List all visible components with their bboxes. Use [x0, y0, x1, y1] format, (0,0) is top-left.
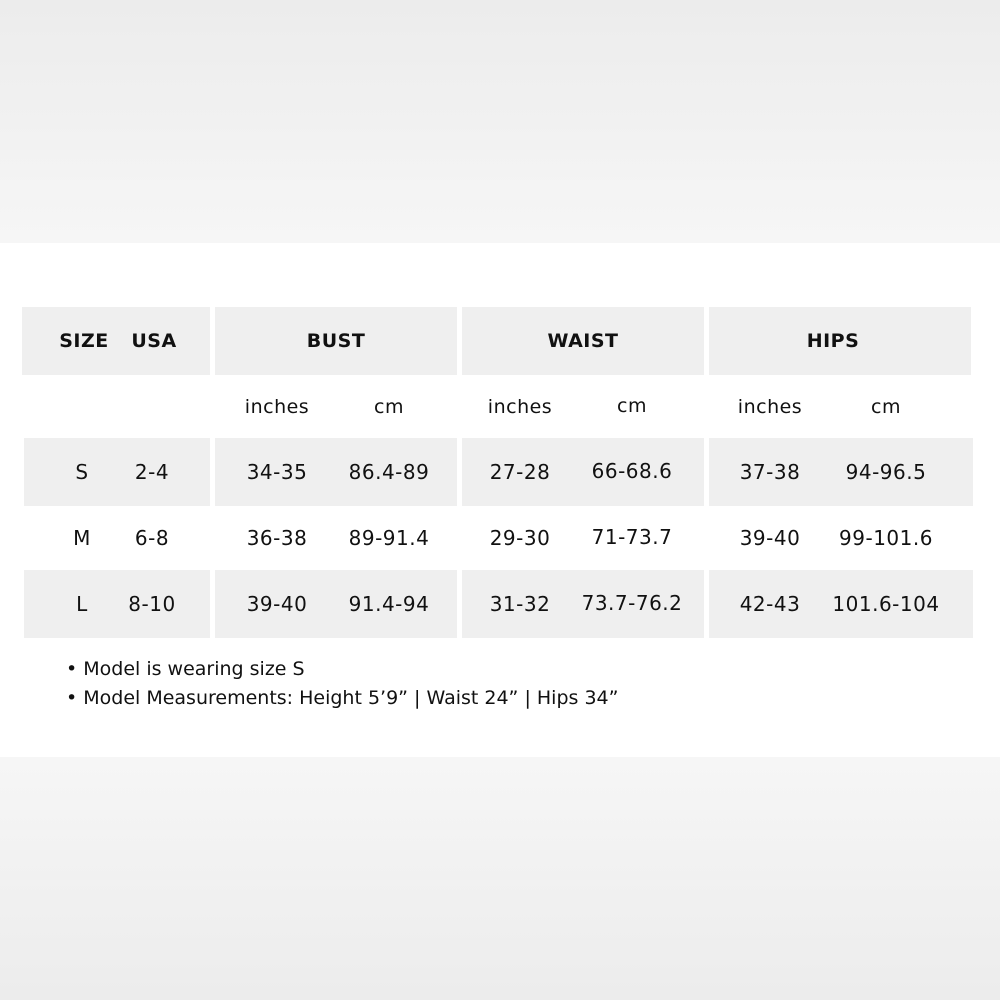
row-m-hips-cm: 99-101.6: [839, 526, 933, 550]
row-l-hips-inches: 42-43: [739, 592, 801, 616]
unit-bust-inches: inches: [244, 396, 310, 418]
row-m-usa: 6-8: [134, 526, 170, 550]
row-s-size: S: [75, 460, 89, 484]
header-waist: WAIST: [547, 330, 619, 352]
row-s-hips-inches: 37-38: [739, 460, 801, 484]
row-m-waist-inches: 29-30: [489, 526, 551, 550]
background-bottom: [0, 757, 1000, 1000]
row-s-waist-cm: 66-68.6: [591, 459, 673, 483]
row-l-waist-inches: 31-32: [489, 592, 551, 616]
row-m-waist-cm: 71-73.7: [591, 525, 673, 549]
header-size: SIZE: [59, 330, 109, 352]
row-s-hips-cm: 94-96.5: [845, 460, 927, 484]
row-l-size: L: [76, 592, 88, 616]
row-m-size: M: [73, 526, 91, 550]
note-model-measurements: • Model Measurements: Height 5’9” | Waist 24” | Hips 34”: [66, 687, 619, 709]
row-s-bust-cm: 86.4-89: [348, 460, 430, 484]
row-m-hips-inches: 39-40: [739, 526, 801, 550]
row-l-hips-cm: 101.6-104: [832, 592, 940, 616]
row-l-bust-inches: 39-40: [246, 592, 308, 616]
unit-waist-inches: inches: [487, 396, 553, 418]
unit-hips-cm: cm: [871, 396, 901, 418]
row-l-waist-cm: 73.7-76.2: [581, 591, 683, 615]
row-s-waist-inches: 27-28: [489, 460, 551, 484]
header-hips: HIPS: [806, 330, 860, 352]
row-m-bust-inches: 36-38: [246, 526, 308, 550]
row-s-usa: 2-4: [134, 460, 170, 484]
unit-waist-cm: cm: [617, 395, 647, 417]
row-m-bust-cm: 89-91.4: [348, 526, 430, 550]
model-notes: [66, 655, 618, 713]
unit-hips-inches: inches: [737, 396, 803, 418]
background-top: [0, 0, 1000, 243]
header-usa: USA: [131, 330, 177, 352]
unit-bust-cm: cm: [374, 396, 404, 418]
note-model-size: • Model is wearing size S: [66, 658, 305, 680]
row-l-usa: 8-10: [128, 592, 176, 616]
row-s-bust-inches: 34-35: [246, 460, 308, 484]
row-l-bust-cm: 91.4-94: [348, 592, 430, 616]
header-bust: BUST: [306, 330, 366, 352]
